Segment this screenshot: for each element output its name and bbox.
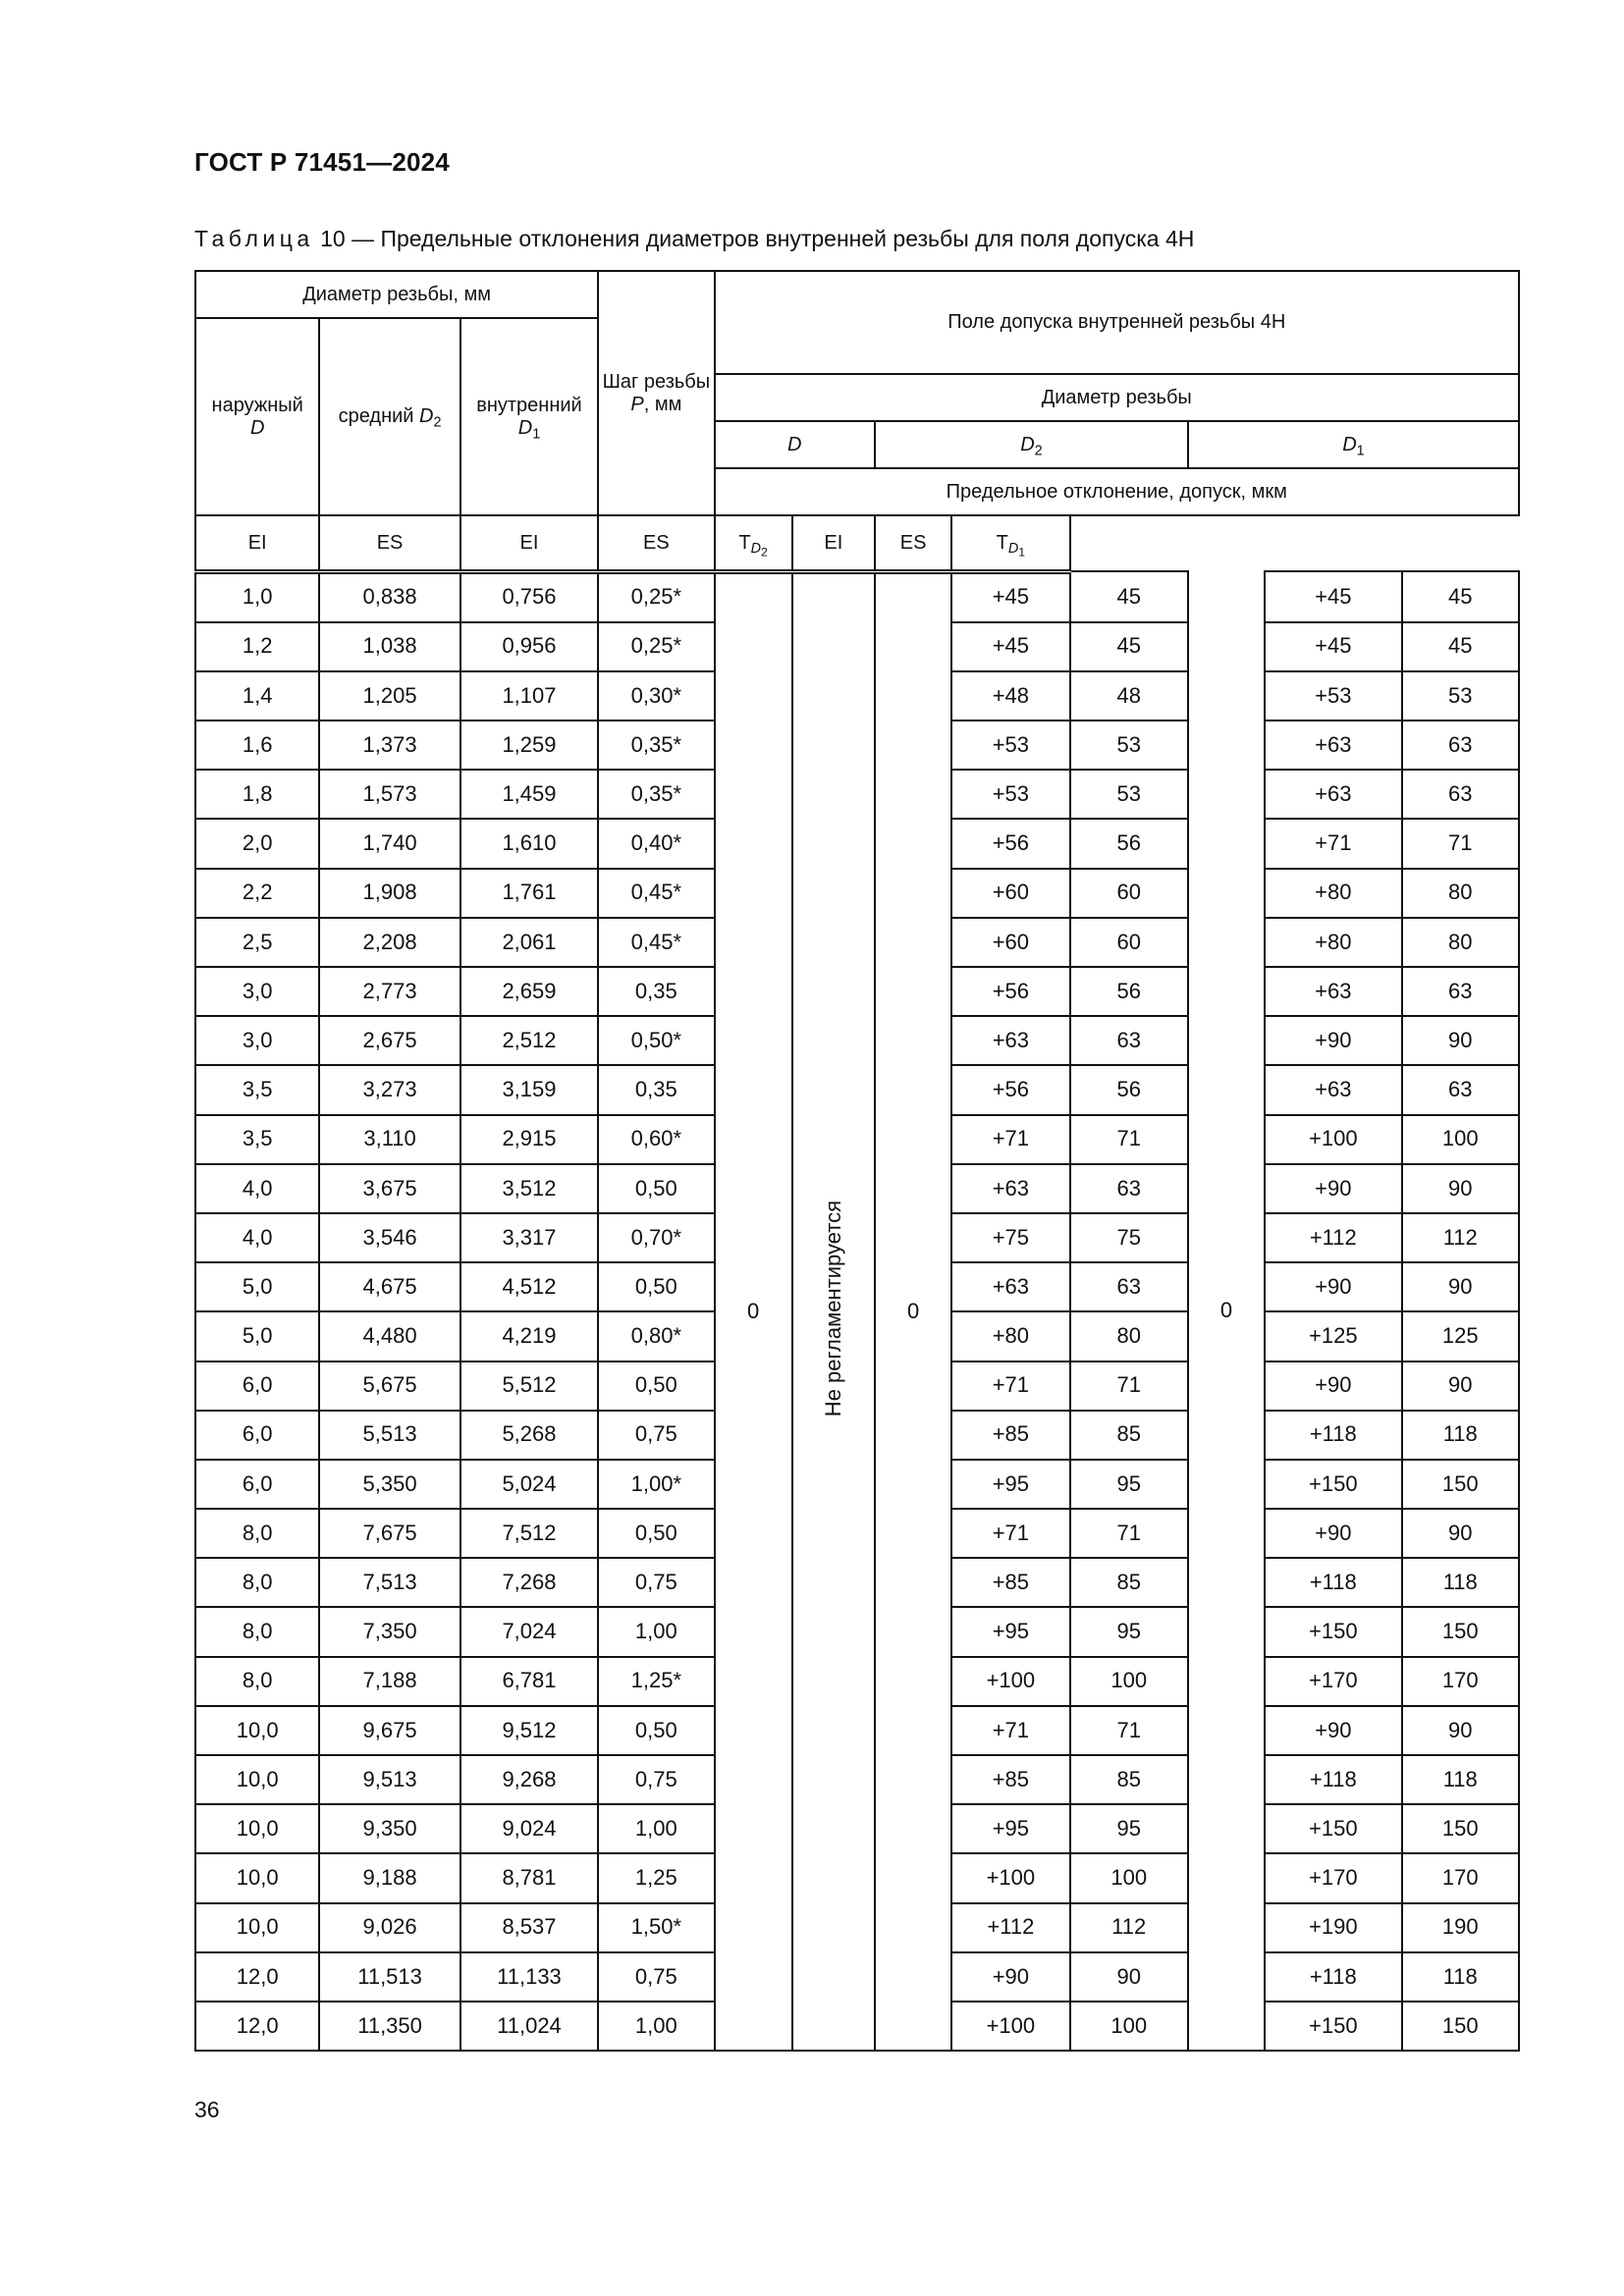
cell-outer-diameter: 10,0 (195, 1903, 319, 1952)
cell-d1-es: +63 (1265, 1065, 1401, 1114)
cell-pitch: 0,45* (598, 869, 714, 918)
cell-pitch: 0,35* (598, 770, 714, 819)
cell-inner-diameter: 3,512 (460, 1164, 598, 1213)
cell-d2-es: +63 (951, 1164, 1069, 1213)
cell-t-d1: 90 (1402, 1164, 1520, 1213)
cell-t-d1: 63 (1402, 967, 1520, 1016)
cell-t-d1: 80 (1402, 918, 1520, 967)
header-thread-diameter: Диаметр резьбы (715, 374, 1519, 421)
cell-pitch: 0,50 (598, 1509, 714, 1558)
cell-t-d1: 150 (1402, 1460, 1520, 1509)
cell-d2-es: +100 (951, 2002, 1069, 2051)
cell-d1-es: +118 (1265, 1755, 1401, 1804)
cell-d1-es: +170 (1265, 1657, 1401, 1706)
cell-t-d2: 100 (1070, 1853, 1188, 1902)
cell-t-d2: 45 (1070, 622, 1188, 671)
cell-d1-es: +118 (1265, 1952, 1401, 2002)
cell-middle-diameter: 3,546 (319, 1213, 460, 1262)
cell-inner-diameter: 9,512 (460, 1706, 598, 1755)
header-middle-diameter: средний $D_2$ (319, 318, 460, 515)
cell-middle-diameter: 4,675 (319, 1262, 460, 1311)
cell-middle-diameter: 2,208 (319, 918, 460, 967)
cell-d-es-text: Не регламентируется (820, 1201, 845, 1417)
cell-inner-diameter: 5,268 (460, 1411, 598, 1460)
cell-inner-diameter: 7,512 (460, 1509, 598, 1558)
cell-pitch: 0,35 (598, 967, 714, 1016)
cell-inner-diameter: 8,537 (460, 1903, 598, 1952)
cell-middle-diameter: 7,675 (319, 1509, 460, 1558)
cell-d2-es: +85 (951, 1755, 1069, 1804)
cell-t-d2: 60 (1070, 918, 1188, 967)
cell-d2-es: +75 (951, 1213, 1069, 1262)
header-d2-ei: EI (460, 515, 598, 571)
cell-d2-es: +95 (951, 1460, 1069, 1509)
cell-t-d1: 150 (1402, 2002, 1520, 2051)
cell-outer-diameter: 10,0 (195, 1853, 319, 1902)
cell-d2-es: +56 (951, 819, 1069, 868)
cell-d2-es: +63 (951, 1262, 1069, 1311)
cell-d1-es: +112 (1265, 1213, 1401, 1262)
cell-t-d1: 112 (1402, 1213, 1520, 1262)
cell-t-d1: 150 (1402, 1804, 1520, 1853)
header-d2-es: ES (598, 515, 714, 571)
cell-t-d2: 71 (1070, 1509, 1188, 1558)
cell-pitch: 0,50* (598, 1016, 714, 1065)
cell-middle-diameter: 0,838 (319, 571, 460, 622)
cell-t-d1: 63 (1402, 721, 1520, 770)
cell-middle-diameter: 5,350 (319, 1460, 460, 1509)
cell-middle-diameter: 7,350 (319, 1607, 460, 1656)
cell-d1-es: +53 (1265, 671, 1401, 721)
cell-t-d1: 45 (1402, 622, 1520, 671)
cell-d2-es: +53 (951, 770, 1069, 819)
cell-d2-es: +95 (951, 1804, 1069, 1853)
cell-outer-diameter: 1,2 (195, 622, 319, 671)
cell-outer-diameter: 8,0 (195, 1607, 319, 1656)
table-caption-text: 10 — Предельные отклонения диаметров внутренней резьбы для поля допуска 4H (313, 226, 1195, 251)
cell-outer-diameter: 1,6 (195, 721, 319, 770)
cell-pitch: 0,50 (598, 1164, 714, 1213)
cell-inner-diameter: 4,219 (460, 1311, 598, 1361)
header-inner-diameter: внутренний $D_1$ (460, 318, 598, 515)
cell-d1-es: +125 (1265, 1311, 1401, 1361)
cell-pitch: 0,50 (598, 1362, 714, 1411)
cell-inner-diameter: 2,659 (460, 967, 598, 1016)
cell-outer-diameter: 12,0 (195, 2002, 319, 2051)
cell-pitch: 0,75 (598, 1558, 714, 1607)
cell-outer-diameter: 1,4 (195, 671, 319, 721)
cell-t-d2: 56 (1070, 967, 1188, 1016)
cell-t-d1: 118 (1402, 1558, 1520, 1607)
cell-t-d2: 63 (1070, 1016, 1188, 1065)
table-row (195, 571, 1519, 622)
cell-d1-es: +170 (1265, 1853, 1401, 1902)
cell-pitch: 0,75 (598, 1755, 714, 1804)
cell-middle-diameter: 1,038 (319, 622, 460, 671)
cell-t-d2: 53 (1070, 770, 1188, 819)
cell-d1-es: +90 (1265, 1016, 1401, 1065)
cell-pitch: 0,50 (598, 1706, 714, 1755)
cell-pitch: 1,50* (598, 1903, 714, 1952)
cell-d1-es: +100 (1265, 1115, 1401, 1164)
cell-d1-es: +80 (1265, 869, 1401, 918)
cell-outer-diameter: 3,5 (195, 1115, 319, 1164)
header-group-d2: $D_2$ (875, 421, 1188, 468)
page-number: 36 (194, 2097, 220, 2122)
cell-middle-diameter: 3,110 (319, 1115, 460, 1164)
cell-pitch: 1,00* (598, 1460, 714, 1509)
cell-outer-diameter: 5,0 (195, 1311, 319, 1361)
cell-outer-diameter: 8,0 (195, 1509, 319, 1558)
cell-d2-es: +60 (951, 869, 1069, 918)
cell-t-d2: 56 (1070, 1065, 1188, 1114)
cell-t-d1: 71 (1402, 819, 1520, 868)
cell-middle-diameter: 5,513 (319, 1411, 460, 1460)
cell-d2-es: +45 (951, 622, 1069, 671)
cell-pitch: 0,70* (598, 1213, 714, 1262)
cell-inner-diameter: 5,512 (460, 1362, 598, 1411)
header-pitch: Шаг резьбы P, мм (598, 271, 714, 515)
cell-d1-es: +80 (1265, 918, 1401, 967)
cell-middle-diameter: 5,675 (319, 1362, 460, 1411)
cell-outer-diameter: 6,0 (195, 1411, 319, 1460)
cell-d2-es: +56 (951, 1065, 1069, 1114)
cell-d2-es: +71 (951, 1115, 1069, 1164)
cell-t-d1: 118 (1402, 1411, 1520, 1460)
cell-d2-es: +60 (951, 918, 1069, 967)
cell-d1-es: +90 (1265, 1164, 1401, 1213)
document-header: ГОСТ Р 71451—2024 (194, 147, 450, 177)
cell-outer-diameter: 2,5 (195, 918, 319, 967)
cell-pitch: 0,35* (598, 721, 714, 770)
cell-outer-diameter: 8,0 (195, 1657, 319, 1706)
cell-d2-es: +71 (951, 1362, 1069, 1411)
cell-t-d2: 48 (1070, 671, 1188, 721)
header-d-ei: EI (195, 515, 319, 571)
cell-middle-diameter: 11,513 (319, 1952, 460, 2002)
cell-outer-diameter: 8,0 (195, 1558, 319, 1607)
cell-middle-diameter: 1,205 (319, 671, 460, 721)
cell-pitch: 1,00 (598, 1804, 714, 1853)
cell-d2-es: +45 (951, 571, 1069, 622)
header-d1-ei: EI (792, 515, 875, 571)
cell-t-d1: 118 (1402, 1952, 1520, 2002)
cell-outer-diameter: 10,0 (195, 1755, 319, 1804)
cell-d2-es: +63 (951, 1016, 1069, 1065)
header-group-d1: $D_1$ (1188, 421, 1519, 468)
cell-d1-es: +150 (1265, 1804, 1401, 1853)
header-deviation: Предельное отклонение, допуск, мкм (715, 468, 1519, 515)
cell-t-d1: 63 (1402, 1065, 1520, 1114)
cell-inner-diameter: 6,781 (460, 1657, 598, 1706)
header-d1-es: ES (875, 515, 951, 571)
cell-d1-es: +90 (1265, 1362, 1401, 1411)
cell-d2-es: +71 (951, 1509, 1069, 1558)
cell-d1-es: +190 (1265, 1903, 1401, 1952)
cell-middle-diameter: 2,773 (319, 967, 460, 1016)
cell-middle-diameter: 7,188 (319, 1657, 460, 1706)
cell-t-d1: 90 (1402, 1706, 1520, 1755)
cell-d2-ei: 0 (875, 571, 951, 2051)
cell-t-d2: 53 (1070, 721, 1188, 770)
cell-inner-diameter: 1,259 (460, 721, 598, 770)
cell-t-d2: 63 (1070, 1262, 1188, 1311)
cell-d2-es: +53 (951, 721, 1069, 770)
cell-pitch: 1,00 (598, 1607, 714, 1656)
cell-outer-diameter: 1,8 (195, 770, 319, 819)
cell-inner-diameter: 5,024 (460, 1460, 598, 1509)
cell-outer-diameter: 3,0 (195, 967, 319, 1016)
cell-outer-diameter: 5,0 (195, 1262, 319, 1311)
cell-d1-es: +150 (1265, 2002, 1401, 2051)
cell-inner-diameter: 9,268 (460, 1755, 598, 1804)
cell-d2-es: +112 (951, 1903, 1069, 1952)
cell-inner-diameter: 1,761 (460, 869, 598, 918)
cell-outer-diameter: 6,0 (195, 1460, 319, 1509)
cell-middle-diameter: 1,908 (319, 869, 460, 918)
cell-inner-diameter: 7,024 (460, 1607, 598, 1656)
cell-middle-diameter: 1,573 (319, 770, 460, 819)
cell-t-d2: 45 (1070, 571, 1188, 622)
cell-inner-diameter: 11,133 (460, 1952, 598, 2002)
header-t-d2: $T_{D_2}$ (715, 515, 792, 571)
cell-d1-ei: 0 (1188, 571, 1265, 2051)
header-thread-diameter-mm: Диаметр резьбы, мм (195, 271, 598, 318)
cell-outer-diameter: 2,2 (195, 869, 319, 918)
cell-d1-es: +90 (1265, 1706, 1401, 1755)
cell-d2-es: +48 (951, 671, 1069, 721)
cell-inner-diameter: 3,317 (460, 1213, 598, 1262)
cell-d1-es: +63 (1265, 967, 1401, 1016)
cell-d1-es: +150 (1265, 1607, 1401, 1656)
table-caption (194, 226, 1194, 252)
cell-inner-diameter: 3,159 (460, 1065, 598, 1114)
cell-inner-diameter: 1,459 (460, 770, 598, 819)
table-body (195, 571, 1519, 2051)
cell-d1-es: +90 (1265, 1509, 1401, 1558)
cell-t-d1: 90 (1402, 1509, 1520, 1558)
cell-d1-es: +71 (1265, 819, 1401, 868)
cell-inner-diameter: 0,956 (460, 622, 598, 671)
cell-d2-es: +71 (951, 1706, 1069, 1755)
cell-t-d2: 100 (1070, 2002, 1188, 2051)
cell-d1-es: +63 (1265, 770, 1401, 819)
cell-t-d1: 90 (1402, 1016, 1520, 1065)
cell-t-d1: 90 (1402, 1362, 1520, 1411)
cell-inner-diameter: 4,512 (460, 1262, 598, 1311)
cell-d2-es: +85 (951, 1558, 1069, 1607)
cell-outer-diameter: 6,0 (195, 1362, 319, 1411)
cell-pitch: 0,45* (598, 918, 714, 967)
cell-d-es (792, 571, 875, 2051)
cell-t-d2: 60 (1070, 869, 1188, 918)
cell-d1-es: +118 (1265, 1558, 1401, 1607)
header-t-d1: $T_{D_1}$ (951, 515, 1069, 571)
header-tolerance-field: Поле допуска внутренней резьбы 4H (715, 271, 1519, 374)
cell-t-d1: 80 (1402, 869, 1520, 918)
cell-pitch: 0,30* (598, 671, 714, 721)
cell-pitch: 0,60* (598, 1115, 714, 1164)
cell-pitch: 0,80* (598, 1311, 714, 1361)
cell-t-d2: 71 (1070, 1115, 1188, 1164)
cell-pitch: 1,25* (598, 1657, 714, 1706)
cell-d2-es: +95 (951, 1607, 1069, 1656)
cell-t-d2: 95 (1070, 1460, 1188, 1509)
cell-d2-es: +56 (951, 967, 1069, 1016)
cell-t-d2: 85 (1070, 1411, 1188, 1460)
cell-t-d2: 56 (1070, 819, 1188, 868)
cell-t-d1: 150 (1402, 1607, 1520, 1656)
cell-t-d1: 170 (1402, 1853, 1520, 1902)
cell-t-d2: 95 (1070, 1607, 1188, 1656)
cell-middle-diameter: 9,026 (319, 1903, 460, 1952)
cell-d2-es: +85 (951, 1411, 1069, 1460)
cell-d1-es: +45 (1265, 622, 1401, 671)
cell-middle-diameter: 1,740 (319, 819, 460, 868)
cell-pitch: 0,75 (598, 1411, 714, 1460)
cell-outer-diameter: 3,5 (195, 1065, 319, 1114)
cell-pitch: 0,25* (598, 622, 714, 671)
cell-inner-diameter: 1,107 (460, 671, 598, 721)
cell-outer-diameter: 10,0 (195, 1706, 319, 1755)
cell-middle-diameter: 9,675 (319, 1706, 460, 1755)
cell-inner-diameter: 0,756 (460, 571, 598, 622)
cell-t-d1: 118 (1402, 1755, 1520, 1804)
cell-outer-diameter: 4,0 (195, 1213, 319, 1262)
cell-middle-diameter: 9,513 (319, 1755, 460, 1804)
cell-middle-diameter: 3,675 (319, 1164, 460, 1213)
cell-t-d1: 45 (1402, 571, 1520, 622)
cell-t-d2: 90 (1070, 1952, 1188, 2002)
cell-pitch: 1,00 (598, 2002, 714, 2051)
cell-t-d2: 75 (1070, 1213, 1188, 1262)
cell-d2-es: +90 (951, 1952, 1069, 2002)
table-caption-prefix: Таблица (194, 226, 314, 251)
cell-t-d1: 90 (1402, 1262, 1520, 1311)
cell-middle-diameter: 2,675 (319, 1016, 460, 1065)
cell-pitch: 1,25 (598, 1853, 714, 1902)
cell-t-d1: 190 (1402, 1903, 1520, 1952)
cell-outer-diameter: 12,0 (195, 1952, 319, 2002)
cell-outer-diameter: 3,0 (195, 1016, 319, 1065)
cell-inner-diameter: 11,024 (460, 2002, 598, 2051)
cell-outer-diameter: 4,0 (195, 1164, 319, 1213)
cell-inner-diameter: 2,915 (460, 1115, 598, 1164)
cell-pitch: 0,50 (598, 1262, 714, 1311)
cell-t-d2: 71 (1070, 1706, 1188, 1755)
cell-inner-diameter: 8,781 (460, 1853, 598, 1902)
cell-d-ei: 0 (715, 571, 792, 2051)
cell-d1-es: +150 (1265, 1460, 1401, 1509)
cell-outer-diameter: 10,0 (195, 1804, 319, 1853)
cell-pitch: 0,25* (598, 571, 714, 622)
cell-d1-es: +118 (1265, 1411, 1401, 1460)
cell-d1-es: +90 (1265, 1262, 1401, 1311)
cell-pitch: 0,40* (598, 819, 714, 868)
cell-outer-diameter: 1,0 (195, 571, 319, 622)
cell-d1-es: +63 (1265, 721, 1401, 770)
cell-outer-diameter: 2,0 (195, 819, 319, 868)
cell-inner-diameter: 9,024 (460, 1804, 598, 1853)
cell-t-d2: 63 (1070, 1164, 1188, 1213)
cell-d2-es: +100 (951, 1853, 1069, 1902)
cell-t-d2: 85 (1070, 1558, 1188, 1607)
cell-t-d2: 71 (1070, 1362, 1188, 1411)
cell-inner-diameter: 2,512 (460, 1016, 598, 1065)
header-d-es: ES (319, 515, 460, 571)
cell-t-d1: 170 (1402, 1657, 1520, 1706)
cell-inner-diameter: 7,268 (460, 1558, 598, 1607)
cell-middle-diameter: 11,350 (319, 2002, 460, 2051)
cell-pitch: 0,75 (598, 1952, 714, 2002)
cell-middle-diameter: 7,513 (319, 1558, 460, 1607)
cell-inner-diameter: 1,610 (460, 819, 598, 868)
cell-d2-es: +100 (951, 1657, 1069, 1706)
header-group-d: D (715, 421, 875, 468)
cell-middle-diameter: 9,188 (319, 1853, 460, 1902)
cell-pitch: 0,35 (598, 1065, 714, 1114)
cell-middle-diameter: 1,373 (319, 721, 460, 770)
header-outer-diameter: наружный D (195, 318, 319, 515)
cell-t-d1: 63 (1402, 770, 1520, 819)
cell-t-d1: 125 (1402, 1311, 1520, 1361)
cell-t-d2: 95 (1070, 1804, 1188, 1853)
cell-middle-diameter: 3,273 (319, 1065, 460, 1114)
cell-t-d2: 85 (1070, 1755, 1188, 1804)
cell-d2-es: +80 (951, 1311, 1069, 1361)
tolerance-table (194, 270, 1520, 2052)
cell-middle-diameter: 9,350 (319, 1804, 460, 1853)
cell-t-d1: 100 (1402, 1115, 1520, 1164)
cell-t-d2: 100 (1070, 1657, 1188, 1706)
cell-inner-diameter: 2,061 (460, 918, 598, 967)
cell-middle-diameter: 4,480 (319, 1311, 460, 1361)
cell-t-d1: 53 (1402, 671, 1520, 721)
cell-t-d2: 112 (1070, 1903, 1188, 1952)
cell-d1-es: +45 (1265, 571, 1401, 622)
cell-t-d2: 80 (1070, 1311, 1188, 1361)
